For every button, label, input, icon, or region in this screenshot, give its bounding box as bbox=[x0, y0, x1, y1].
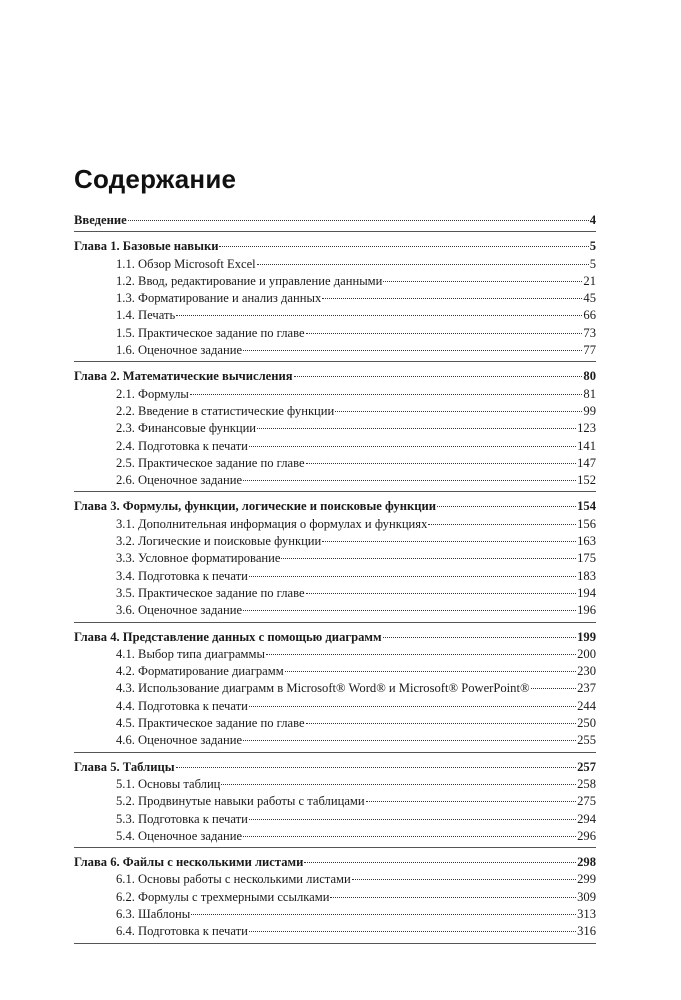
toc-subsection-entry[interactable] bbox=[74, 342, 596, 359]
toc-entry-title: 5.2. Продвинутые навыки работы с таблицами bbox=[116, 794, 365, 809]
toc-page-number: 244 bbox=[577, 698, 596, 713]
dot-leader bbox=[243, 350, 582, 351]
toc-page-number: 21 bbox=[583, 273, 596, 288]
toc-page-number: 275 bbox=[577, 794, 596, 809]
toc-subsection-entry[interactable] bbox=[74, 811, 596, 828]
toc-subsection-entry[interactable] bbox=[74, 585, 596, 602]
toc-chapter-entry[interactable] bbox=[74, 629, 596, 646]
dot-leader bbox=[243, 610, 576, 611]
toc-section bbox=[74, 629, 596, 753]
dot-leader bbox=[243, 740, 576, 741]
toc-page-number: 230 bbox=[577, 664, 596, 679]
toc-page-number: 77 bbox=[583, 343, 596, 358]
dot-leader bbox=[352, 879, 576, 880]
dot-leader bbox=[366, 801, 576, 802]
toc-entry-title: 3.3. Условное форматирование bbox=[116, 551, 281, 566]
toc-subsection-entry[interactable] bbox=[74, 776, 596, 793]
toc-entry-title: Глава 4. Представление данных с помощью диаграмм bbox=[74, 629, 382, 644]
toc-page-number: 298 bbox=[577, 855, 596, 870]
dot-leader bbox=[281, 558, 576, 559]
toc-subsection-entry[interactable] bbox=[74, 290, 596, 307]
dot-leader bbox=[249, 931, 576, 932]
toc-page-number: 255 bbox=[577, 733, 596, 748]
toc-page-number: 309 bbox=[577, 889, 596, 904]
dot-leader bbox=[249, 446, 576, 447]
toc-entry-title: Введение bbox=[74, 213, 127, 227]
toc-page-number: 296 bbox=[577, 828, 596, 843]
toc-page-number: 316 bbox=[577, 924, 596, 939]
dot-leader bbox=[428, 524, 576, 525]
toc-page-number: 99 bbox=[583, 403, 596, 418]
toc-subsection-entry[interactable] bbox=[74, 715, 596, 732]
toc-section bbox=[74, 368, 596, 492]
toc-subsection-entry[interactable] bbox=[74, 793, 596, 810]
toc-page-number: 250 bbox=[577, 716, 596, 731]
toc-subsection-entry[interactable] bbox=[74, 438, 596, 455]
toc-page-number: 258 bbox=[577, 776, 596, 791]
toc-subsection-entry[interactable] bbox=[74, 732, 596, 749]
dot-leader bbox=[249, 819, 576, 820]
dot-leader bbox=[176, 315, 582, 316]
toc-page-number: 141 bbox=[577, 438, 596, 453]
toc-subsection-entry[interactable] bbox=[74, 307, 596, 324]
toc-page-number: 175 bbox=[577, 551, 596, 566]
dot-leader bbox=[190, 394, 583, 395]
dot-leader bbox=[243, 480, 576, 481]
toc-section bbox=[74, 759, 596, 848]
dot-leader bbox=[306, 593, 577, 594]
toc-subsection-entry[interactable] bbox=[74, 325, 596, 342]
toc-page-number: 154 bbox=[577, 499, 596, 514]
toc-entry-title: 2.5. Практическое задание по главе bbox=[116, 455, 305, 470]
page-title: Содержание bbox=[74, 164, 237, 194]
dot-leader bbox=[176, 767, 577, 768]
toc-page-number: 147 bbox=[577, 455, 596, 470]
toc-entry-title: 4.2. Форматирование диаграмм bbox=[116, 664, 284, 679]
dot-leader bbox=[219, 246, 588, 247]
dot-leader bbox=[383, 637, 577, 638]
table-of-contents bbox=[74, 212, 596, 950]
toc-entry-title: 3.5. Практическое задание по главе bbox=[116, 585, 305, 600]
toc-chapter-entry[interactable] bbox=[74, 238, 596, 255]
toc-entry-title: 3.1. Дополнительная информация о формулах и функциях bbox=[116, 516, 428, 531]
toc-subsection-entry[interactable] bbox=[74, 923, 596, 940]
toc-subsection-entry[interactable] bbox=[74, 420, 596, 437]
toc-page-number: 194 bbox=[577, 585, 596, 600]
toc-chapter-entry[interactable] bbox=[74, 759, 596, 776]
toc-subsection-entry[interactable] bbox=[74, 602, 596, 619]
toc-page-number: 73 bbox=[583, 325, 596, 340]
toc-subsection-entry[interactable] bbox=[74, 646, 596, 663]
toc-entry-title: 2.2. Введение в статистические функции bbox=[116, 403, 335, 418]
toc-chapter-entry[interactable] bbox=[74, 498, 596, 515]
dot-leader bbox=[221, 784, 576, 785]
dot-leader bbox=[306, 333, 583, 334]
toc-entry-title: 5.1. Основы таблиц bbox=[116, 776, 221, 791]
toc-entry-title: 1.1. Обзор Microsoft Excel bbox=[116, 256, 256, 271]
dot-leader bbox=[335, 411, 582, 412]
toc-subsection-entry[interactable] bbox=[74, 680, 596, 697]
toc-entry-title: 4.1. Выбор типа диаграммы bbox=[116, 646, 265, 661]
dot-leader bbox=[330, 897, 576, 898]
toc-page-number: 299 bbox=[577, 872, 596, 887]
toc-entry-title: 4.3. Использование диаграмм в Microsoft® Word® и Microsoft® PowerPoint® bbox=[116, 681, 530, 696]
dot-leader bbox=[243, 836, 576, 837]
toc-page-number: 199 bbox=[577, 629, 596, 644]
toc-entry-title: 4.6. Оценочное задание bbox=[116, 733, 243, 748]
toc-page-number: 4 bbox=[589, 213, 596, 227]
toc-subsection-entry[interactable] bbox=[74, 568, 596, 585]
toc-page-number: 152 bbox=[577, 473, 596, 488]
toc-page-number: 45 bbox=[583, 291, 596, 306]
toc-subsection-entry[interactable] bbox=[74, 533, 596, 550]
toc-chapter-entry[interactable] bbox=[74, 368, 596, 385]
toc-entry-title: 1.4. Печать bbox=[116, 308, 176, 323]
toc-page-number: 237 bbox=[577, 681, 596, 696]
toc-entry-title: 1.2. Ввод, редактирование и управление данными bbox=[116, 273, 383, 288]
toc-page-number: 183 bbox=[577, 568, 596, 583]
dot-leader bbox=[383, 281, 582, 282]
toc-subsection-entry[interactable] bbox=[74, 386, 596, 403]
dot-leader bbox=[191, 914, 576, 915]
dot-leader bbox=[257, 264, 589, 265]
dot-leader bbox=[128, 220, 589, 221]
toc-page-number: 81 bbox=[583, 386, 596, 401]
toc-entry-title: 6.4. Подготовка к печати bbox=[116, 924, 248, 939]
toc-subsection-entry[interactable] bbox=[74, 273, 596, 290]
toc-entry-title: 1.5. Практическое задание по главе bbox=[116, 325, 305, 340]
toc-subsection-entry[interactable] bbox=[74, 906, 596, 923]
toc-subsection-entry[interactable] bbox=[74, 550, 596, 567]
toc-entry-title: 6.3. Шаблоны bbox=[116, 906, 191, 921]
toc-subsection-entry[interactable] bbox=[74, 871, 596, 888]
toc-page-number: 80 bbox=[583, 369, 596, 384]
toc-entry-title: 2.6. Оценочное задание bbox=[116, 473, 243, 488]
dot-leader bbox=[322, 298, 582, 299]
dot-leader bbox=[304, 862, 576, 863]
toc-entry-title: 4.5. Практическое задание по главе bbox=[116, 716, 305, 731]
toc-page-number: 5 bbox=[589, 239, 596, 254]
toc-entry-title: 2.3. Финансовые функции bbox=[116, 421, 257, 436]
dot-leader bbox=[322, 541, 576, 542]
toc-entry-title: Глава 5. Таблицы bbox=[74, 759, 175, 774]
toc-section bbox=[74, 212, 596, 232]
dot-leader bbox=[294, 376, 583, 377]
toc-page-number: 257 bbox=[577, 759, 596, 774]
toc-entry-title: 3.4. Подготовка к печати bbox=[116, 568, 248, 583]
dot-leader bbox=[531, 688, 577, 689]
toc-chapter-entry[interactable] bbox=[74, 212, 596, 229]
toc-entry-title: 6.2. Формулы с трехмерными ссылками bbox=[116, 889, 330, 904]
toc-entry-title: 6.1. Основы работы с несколькими листами bbox=[116, 872, 351, 887]
toc-subsection-entry[interactable] bbox=[74, 663, 596, 680]
toc-subsection-entry[interactable] bbox=[74, 256, 596, 273]
toc-page-number: 313 bbox=[577, 906, 596, 921]
toc-entry-title: 5.4. Оценочное задание bbox=[116, 828, 243, 843]
toc-subsection-entry[interactable] bbox=[74, 698, 596, 715]
dot-leader bbox=[249, 706, 576, 707]
toc-page-number: 196 bbox=[577, 603, 596, 618]
toc-page-number: 66 bbox=[583, 308, 596, 323]
toc-entry-title: 4.4. Подготовка к печати bbox=[116, 698, 248, 713]
toc-page-number: 294 bbox=[577, 811, 596, 826]
toc-subsection-entry[interactable] bbox=[74, 455, 596, 472]
toc-subsection-entry[interactable] bbox=[74, 889, 596, 906]
dot-leader bbox=[285, 671, 576, 672]
toc-page-number: 5 bbox=[589, 256, 596, 271]
toc-page-number: 156 bbox=[577, 516, 596, 531]
toc-entry-title: 3.2. Логические и поисковые функции bbox=[116, 534, 322, 549]
toc-page-number: 163 bbox=[577, 534, 596, 549]
toc-page-number: 200 bbox=[577, 646, 596, 661]
toc-entry-title: Глава 3. Формулы, функции, логические и поисковые функции bbox=[74, 499, 437, 514]
toc-page-number: 123 bbox=[577, 421, 596, 436]
toc-subsection-entry[interactable] bbox=[74, 516, 596, 533]
toc-entry-title: 1.3. Форматирование и анализ данных bbox=[116, 291, 322, 306]
toc-section bbox=[74, 498, 596, 622]
dot-leader bbox=[257, 428, 576, 429]
toc-section bbox=[74, 854, 596, 943]
dot-leader bbox=[306, 723, 577, 724]
toc-subsection-entry[interactable] bbox=[74, 403, 596, 420]
toc-entry-title: Глава 1. Базовые навыки bbox=[74, 239, 219, 254]
toc-section bbox=[74, 238, 596, 362]
dot-leader bbox=[306, 463, 577, 464]
toc-entry-title: 2.1. Формулы bbox=[116, 386, 189, 401]
toc-entry-title: 5.3. Подготовка к печати bbox=[116, 811, 248, 826]
toc-subsection-entry[interactable] bbox=[74, 828, 596, 845]
toc-entry-title: 2.4. Подготовка к печати bbox=[116, 438, 248, 453]
toc-subsection-entry[interactable] bbox=[74, 472, 596, 489]
toc-chapter-entry[interactable] bbox=[74, 854, 596, 871]
dot-leader bbox=[249, 576, 576, 577]
toc-entry-title: Глава 2. Математические вычисления bbox=[74, 369, 293, 384]
dot-leader bbox=[437, 506, 576, 507]
toc-entry-title: 3.6. Оценочное задание bbox=[116, 603, 243, 618]
dot-leader bbox=[266, 654, 576, 655]
toc-entry-title: 1.6. Оценочное задание bbox=[116, 343, 243, 358]
toc-entry-title: Глава 6. Файлы с несколькими листами bbox=[74, 855, 304, 870]
